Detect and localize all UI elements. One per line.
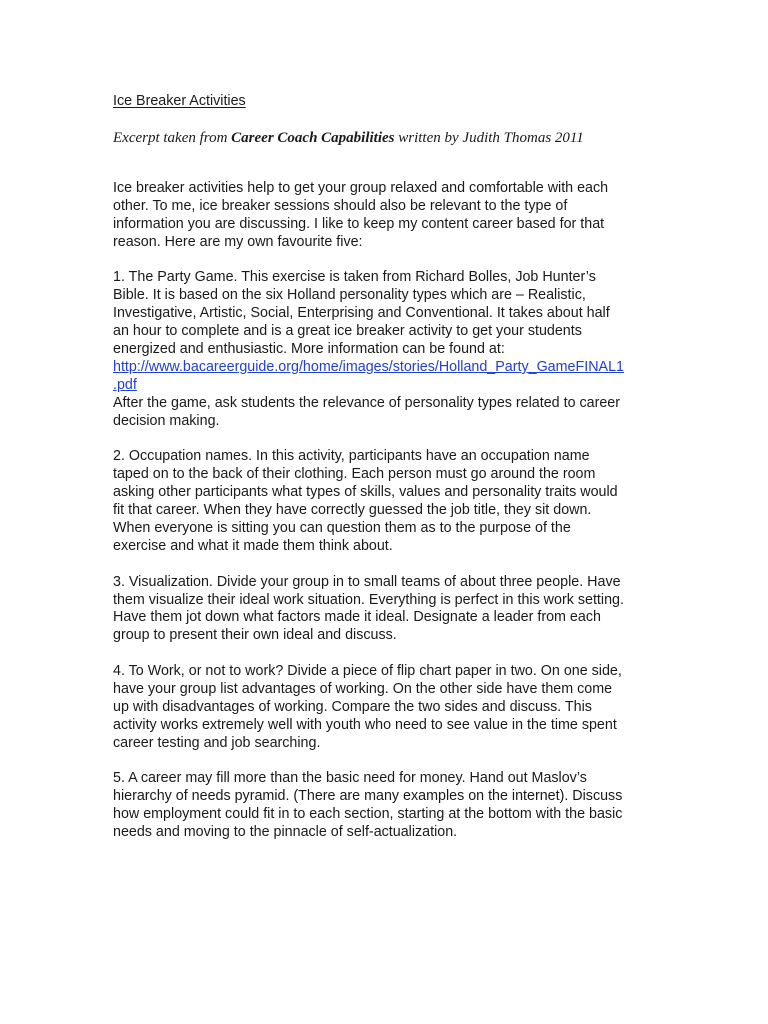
holland-party-game-link[interactable]	[113, 359, 673, 395]
activity-1-after: After the game, ask students the relevance of personality types related to career decision making.	[113, 394, 621, 429]
activity-5: 5. A career may fill more than the basic need for money. Hand out Maslov’s hierarchy of needs pyramid. (There are many examples on the internet). Discuss how employment could fit in to each section, starting at the bottom with the basic needs and moving to the pinnacle of self-actualization.	[113, 770, 623, 841]
link-line-2[interactable]: .pdf	[113, 376, 137, 393]
intro-paragraph: Ice breaker activities help to get your group relaxed and comfortable with each other. To me, ice breaker sessions should also be relevant to the type of information you are discussing. I like to keep my content career based for that reason. Here are my own favourite five:	[113, 180, 609, 250]
activity-4: 4. To Work, or not to work? Divide a piece of flip chart paper in two. On one side, have your group list advantages of working. On the other side have them come up with disadvantages of working. Compare the two sides and discuss. This activity works extremely well with youth who need to see value in the time spent career testing and job searching.	[113, 663, 622, 751]
document-page	[113, 92, 673, 860]
excerpt-suffix: written by Judith Thomas 2011	[394, 130, 584, 146]
book-title: Career Coach Capabilities	[231, 130, 395, 146]
activity-1	[113, 269, 673, 430]
link-line-1[interactable]: http://www.bacareerguide.org/home/images/stories/Holland_Party_GameFINAL1	[113, 358, 624, 375]
excerpt-prefix: Excerpt taken from	[113, 130, 232, 146]
activity-3: 3. Visualization. Divide your group in to small teams of about three people. Have them visualize their ideal work situation. Everything is perfect in this work setting. Have them jot down what factors made it ideal. Designate a leader from each group to present their own ideal and discuss.	[113, 573, 624, 644]
activity-2: 2. Occupation names. In this activity, participants have an occupation name taped on to the back of their clothing. Each person must go around the room asking other participants what types of skills, values and personality traits would fit that career. When they have correctly guessed the job title, they sit down. When everyone is sitting you can question them as to the purpose of the exercise and what it made them think about.	[113, 448, 618, 554]
excerpt-line	[113, 129, 673, 147]
document-title: Ice Breaker Activities	[113, 93, 246, 109]
activity-1-text: 1. The Party Game. This exercise is taken from Richard Bolles, Job Hunter’s Bible. It is based on the six Holland personality types which are – Realistic, Investigative, Artistic, Social, Enterprising and Conventional. It takes about half an hour to complete and is a great ice breaker activity to get your students energized and enthusiastic. More information can be found at:	[113, 269, 610, 358]
